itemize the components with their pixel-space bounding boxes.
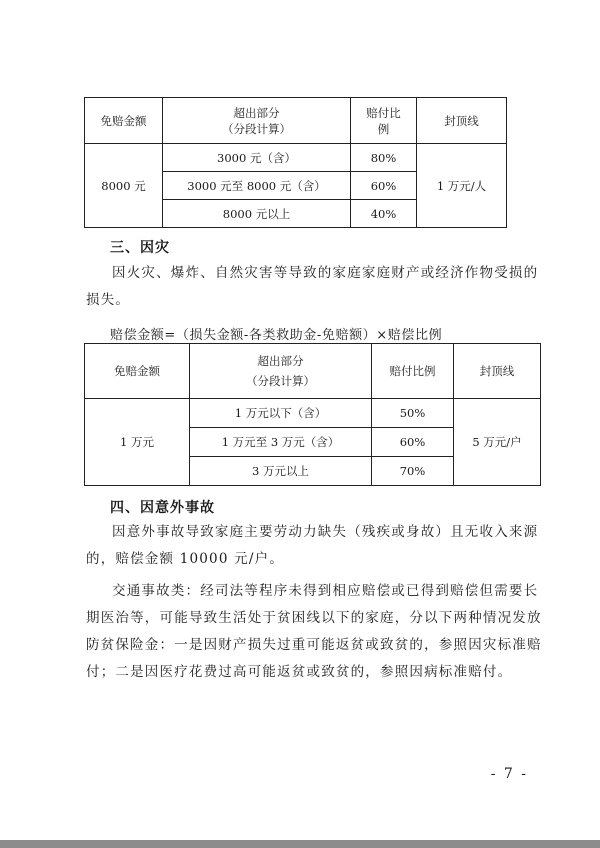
section-body-traffic: 交通事故类：经司法等程序未得到相应赔偿或已得到赔偿但需要长期医治等，可能导致生活处于贫困线以下的家庭，分以下两种情况发放防贫保险金：一是因财产损失过重可能返贫或致贫的，参照因灾标准赔付；二是因医疗花费过高可能返贫或致贫的，参照因病标准赔付。 — [86, 583, 542, 680]
ratio-cell: 60% — [351, 172, 417, 200]
range-cell: 3000 元（含） — [163, 144, 351, 172]
deductible-cell: 8000 元 — [85, 144, 163, 228]
table-header-row — [85, 98, 507, 144]
header-ratio: 赔付比例 — [372, 344, 454, 399]
compensation-table-1 — [84, 97, 507, 228]
ratio-cell: 70% — [372, 457, 454, 486]
ratio-cell: 40% — [351, 200, 417, 228]
compensation-formula: 赔偿金额=（损失金额-各类救助金-免赔额）×赔偿比例 — [110, 328, 443, 343]
page-bottom-border — [0, 840, 600, 848]
header-excess — [190, 344, 372, 399]
cap-cell: 5 万元/户 — [454, 399, 541, 486]
ratio-cell: 80% — [351, 144, 417, 172]
header-deductible: 免赔金额 — [85, 344, 190, 399]
section-heading-disaster: 三、因灾 — [110, 240, 170, 256]
header-deductible: 免赔金额 — [85, 98, 163, 144]
header-ratio-line2: 例 — [377, 121, 390, 136]
ratio-cell: 50% — [372, 399, 454, 428]
range-cell: 3 万元以上 — [190, 457, 372, 486]
header-ratio-line1: 赔付比 — [366, 105, 401, 120]
section-heading-accident: 四、因意外事故 — [110, 500, 215, 516]
deductible-cell: 1 万元 — [85, 399, 190, 486]
header-excess-line1: 超出部分 — [257, 354, 304, 368]
header-excess — [163, 98, 351, 144]
header-cap: 封顶线 — [454, 344, 541, 399]
range-cell: 3000 元至 8000 元（含） — [163, 172, 351, 200]
header-excess-line2: （分段计算） — [246, 374, 315, 388]
table-header-row — [85, 344, 541, 399]
range-cell: 1 万元至 3 万元（含） — [190, 428, 372, 457]
range-cell: 1 万元以下（含） — [190, 399, 372, 428]
cap-cell: 1 万元/人 — [417, 144, 507, 228]
section-body-disaster: 因火灾、爆炸、自然灾害等导致的家庭家庭财产或经济作物受损的损失。 — [86, 265, 539, 308]
header-ratio — [351, 98, 417, 144]
header-excess-line2: （分段计算） — [222, 121, 291, 136]
range-cell: 8000 元以上 — [163, 200, 351, 228]
header-cap: 封顶线 — [417, 98, 507, 144]
compensation-table-2 — [84, 343, 541, 486]
ratio-cell: 60% — [372, 428, 454, 457]
table-row — [85, 144, 507, 172]
page-number: - 7 - — [490, 766, 528, 782]
section-body-accident: 因意外事故导致家庭主要劳动力缺失（残疾或身故）且无收入来源的，赔偿金额 10000 元/户。 — [86, 524, 539, 567]
header-excess-line1: 超出部分 — [233, 105, 280, 120]
table-row — [85, 399, 541, 428]
